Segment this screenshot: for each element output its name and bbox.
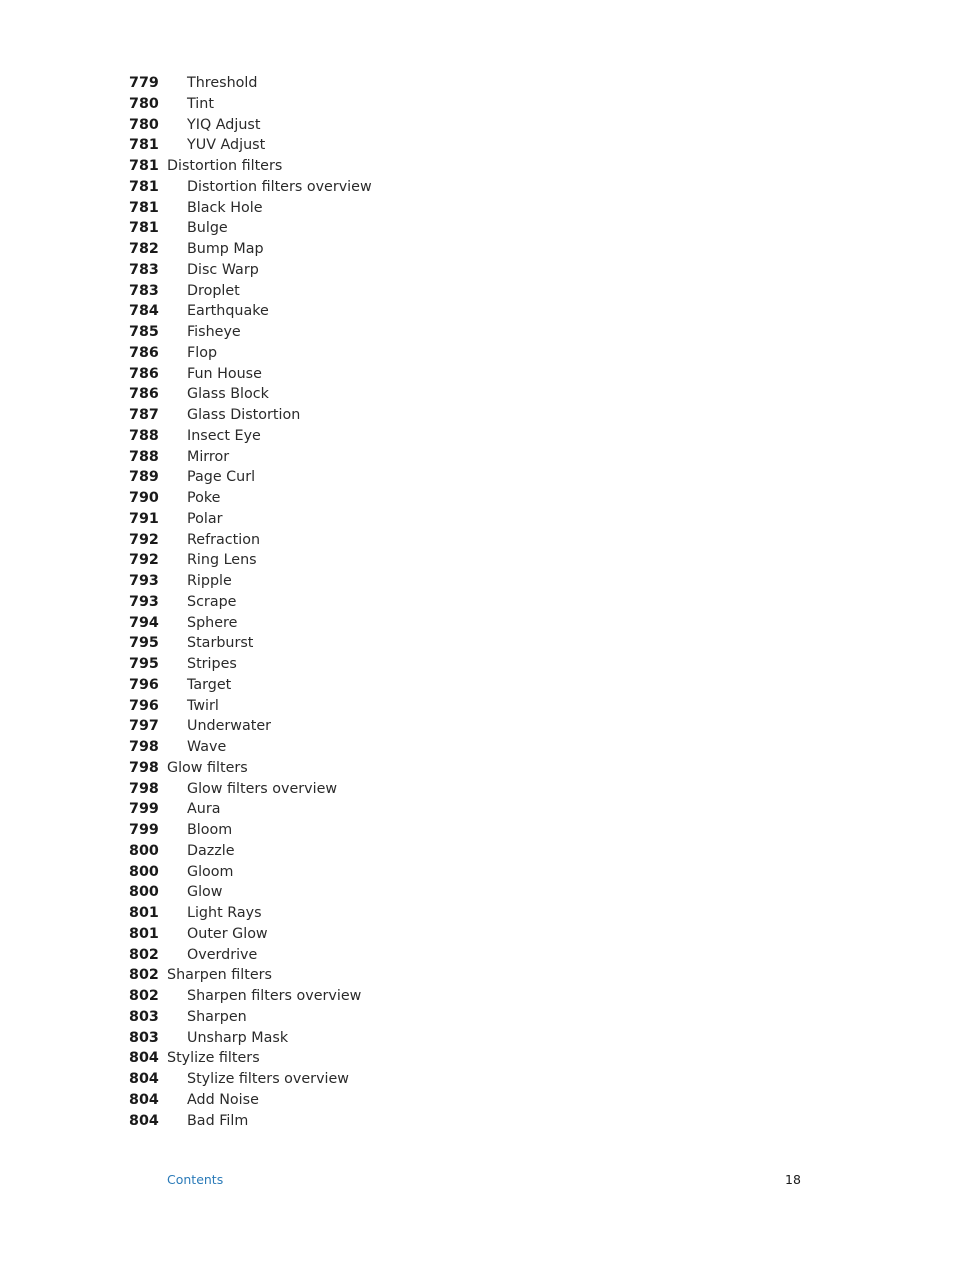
toc-page-number: 793 bbox=[129, 573, 159, 589]
toc-page-number: 804 bbox=[129, 1091, 159, 1108]
toc-entry-title[interactable]: Overdrive bbox=[187, 946, 258, 963]
toc-entry-row[interactable] bbox=[0, 115, 954, 136]
toc-page-number: 790 bbox=[129, 490, 159, 506]
toc-entry-row[interactable] bbox=[0, 281, 954, 302]
toc-entry-row[interactable] bbox=[0, 364, 954, 385]
toc-entry-title[interactable]: Refraction bbox=[187, 531, 261, 548]
toc-page-number: 788 bbox=[129, 427, 159, 444]
toc-page-number: 795 bbox=[129, 656, 159, 672]
toc-entry-title[interactable]: Tint bbox=[187, 95, 214, 112]
toc-page-number: 781 bbox=[129, 220, 159, 237]
toc-page-number: 804 bbox=[129, 1112, 159, 1129]
toc-entry-row[interactable] bbox=[0, 135, 954, 156]
toc-entry-row[interactable] bbox=[0, 218, 954, 239]
toc-entry-title[interactable]: Mirror bbox=[187, 448, 230, 465]
toc-entry-row[interactable] bbox=[0, 903, 954, 924]
toc-page-number: 793 bbox=[129, 593, 159, 610]
toc-entry-title[interactable]: Insect Eye bbox=[187, 427, 261, 444]
toc-entry-title[interactable]: Twirl bbox=[187, 697, 219, 714]
toc-entry-row[interactable] bbox=[0, 530, 954, 551]
toc-page-number: 802 bbox=[129, 967, 159, 984]
toc-section-row[interactable] bbox=[0, 965, 954, 986]
toc-entry-row[interactable] bbox=[0, 986, 954, 1007]
toc-page-number: 804 bbox=[129, 1071, 159, 1087]
toc-section-row[interactable] bbox=[0, 156, 954, 177]
toc-section-row[interactable] bbox=[0, 1048, 954, 1069]
toc-entry-row[interactable] bbox=[0, 820, 954, 841]
toc-entry-row[interactable] bbox=[0, 94, 954, 115]
toc-entry-row[interactable] bbox=[0, 467, 954, 488]
toc-entry-row[interactable] bbox=[0, 260, 954, 281]
toc-entry-row[interactable] bbox=[0, 592, 954, 613]
toc-entry-row[interactable] bbox=[0, 799, 954, 820]
toc-entry-row[interactable] bbox=[0, 654, 954, 675]
toc-section-title[interactable]: Distortion filters bbox=[167, 158, 283, 174]
toc-entry-title[interactable]: Gloom bbox=[187, 863, 234, 880]
toc-entry-title[interactable]: Disc Warp bbox=[187, 261, 259, 278]
toc-entry-row[interactable] bbox=[0, 239, 954, 260]
toc-entry-title[interactable]: Fisheye bbox=[187, 324, 241, 340]
toc-entry-title[interactable]: Sharpen bbox=[187, 1008, 247, 1025]
toc-entry-row[interactable] bbox=[0, 571, 954, 592]
toc-page-number: 783 bbox=[129, 261, 159, 278]
toc-page-number: 801 bbox=[129, 925, 159, 942]
toc-page-number: 798 bbox=[129, 780, 159, 797]
toc-page-number: 781 bbox=[129, 178, 159, 195]
toc-page-number: 804 bbox=[129, 1050, 159, 1067]
toc-page-number: 792 bbox=[129, 531, 159, 548]
table-of-contents bbox=[0, 73, 954, 1131]
toc-entry-title[interactable]: Glass Distortion bbox=[187, 407, 301, 423]
toc-entry-row[interactable] bbox=[0, 1069, 954, 1090]
toc-entry-title[interactable]: Starburst bbox=[187, 635, 254, 652]
toc-page-number: 799 bbox=[129, 822, 159, 838]
toc-page-number: 801 bbox=[129, 905, 159, 921]
toc-entry-row[interactable] bbox=[0, 613, 954, 634]
toc-page-number: 786 bbox=[129, 344, 159, 361]
toc-entry-row[interactable] bbox=[0, 924, 954, 945]
toc-entry-row[interactable] bbox=[0, 343, 954, 364]
toc-page-number: 784 bbox=[129, 303, 159, 320]
toc-entry-row[interactable] bbox=[0, 675, 954, 696]
toc-entry-title[interactable]: Ripple bbox=[187, 573, 232, 589]
toc-entry-row[interactable] bbox=[0, 1007, 954, 1028]
toc-page-number: 781 bbox=[129, 137, 159, 154]
toc-page-number: 798 bbox=[129, 759, 159, 776]
toc-entry-title[interactable]: Sharpen filters overview bbox=[187, 988, 362, 1004]
toc-page-number: 788 bbox=[129, 448, 159, 465]
toc-page-number: 787 bbox=[129, 407, 159, 423]
toc-entry-row[interactable] bbox=[0, 322, 954, 343]
toc-entry-title[interactable]: Sphere bbox=[187, 614, 238, 631]
toc-page-number: 780 bbox=[129, 116, 159, 133]
toc-entry-title[interactable]: YIQ Adjust bbox=[187, 116, 261, 133]
toc-entry-title[interactable]: Black Hole bbox=[187, 199, 263, 216]
toc-entry-title[interactable]: Polar bbox=[187, 510, 223, 527]
toc-page-number: 783 bbox=[129, 282, 159, 299]
toc-entry-title[interactable]: Bad Film bbox=[187, 1112, 249, 1129]
toc-entry-row[interactable] bbox=[0, 301, 954, 322]
toc-entry-title[interactable]: Distortion filters overview bbox=[187, 178, 372, 195]
toc-entry-title[interactable]: Aura bbox=[187, 801, 221, 818]
toc-page-number: 786 bbox=[129, 386, 159, 403]
toc-entry-row[interactable] bbox=[0, 73, 954, 94]
toc-entry-title[interactable]: Ring Lens bbox=[187, 552, 257, 569]
toc-entry-title[interactable]: Scrape bbox=[187, 593, 237, 610]
toc-entry-title[interactable]: Outer Glow bbox=[187, 925, 268, 942]
toc-page-number: 781 bbox=[129, 158, 159, 174]
toc-page-number: 797 bbox=[129, 718, 159, 735]
toc-entry-title[interactable]: Glass Block bbox=[187, 386, 269, 403]
toc-page-number: 796 bbox=[129, 676, 159, 693]
toc-entry-row[interactable] bbox=[0, 177, 954, 198]
toc-entry-title[interactable]: Wave bbox=[187, 739, 227, 755]
toc-entry-row[interactable] bbox=[0, 447, 954, 468]
toc-entry-title[interactable]: Bulge bbox=[187, 220, 228, 237]
toc-entry-title[interactable]: Earthquake bbox=[187, 303, 269, 320]
toc-entry-row[interactable] bbox=[0, 198, 954, 219]
toc-entry-title[interactable]: Light Rays bbox=[187, 905, 262, 921]
toc-entry-title[interactable]: Unsharp Mask bbox=[187, 1029, 289, 1046]
toc-page-number: 802 bbox=[129, 946, 159, 963]
toc-page-number: 803 bbox=[129, 1008, 159, 1025]
toc-entry-row[interactable] bbox=[0, 384, 954, 405]
toc-page-number: 792 bbox=[129, 552, 159, 569]
toc-page-number: 789 bbox=[129, 469, 159, 486]
toc-section-title[interactable]: Sharpen filters bbox=[167, 967, 272, 984]
toc-entry-row[interactable] bbox=[0, 779, 954, 800]
toc-entry-title[interactable]: Stripes bbox=[187, 656, 237, 672]
toc-entry-title[interactable]: YUV Adjust bbox=[187, 137, 266, 154]
toc-entry-title[interactable]: Dazzle bbox=[187, 842, 235, 859]
toc-page-number: 785 bbox=[129, 324, 159, 340]
toc-entry-row[interactable] bbox=[0, 696, 954, 717]
toc-entry-title[interactable]: Underwater bbox=[187, 718, 272, 735]
toc-page-number: 782 bbox=[129, 241, 159, 257]
toc-page-number: 779 bbox=[129, 75, 159, 91]
toc-entry-row[interactable] bbox=[0, 882, 954, 903]
toc-page-number: 800 bbox=[129, 863, 159, 880]
toc-entry-row[interactable] bbox=[0, 1028, 954, 1049]
toc-entry-title[interactable]: Page Curl bbox=[187, 469, 256, 486]
toc-entry-title[interactable]: Stylize filters overview bbox=[187, 1071, 349, 1087]
toc-entry-title[interactable]: Flop bbox=[187, 344, 218, 361]
page-number: 18 bbox=[785, 1172, 801, 1187]
toc-entry-row[interactable] bbox=[0, 716, 954, 737]
toc-page-number: 796 bbox=[129, 697, 159, 714]
toc-entry-title[interactable]: Bloom bbox=[187, 822, 233, 838]
toc-entry-row[interactable] bbox=[0, 1090, 954, 1111]
toc-entry-title[interactable]: Fun House bbox=[187, 365, 262, 382]
toc-page-number: 794 bbox=[129, 614, 159, 631]
toc-entry-row[interactable] bbox=[0, 488, 954, 509]
toc-entry-row[interactable] bbox=[0, 841, 954, 862]
toc-entry-row[interactable] bbox=[0, 1111, 954, 1132]
toc-entry-row[interactable] bbox=[0, 509, 954, 530]
toc-entry-row[interactable] bbox=[0, 862, 954, 883]
toc-entry-title[interactable]: Threshold bbox=[187, 75, 258, 91]
toc-entry-row[interactable] bbox=[0, 737, 954, 758]
toc-entry-title[interactable]: Glow bbox=[187, 884, 223, 901]
toc-entry-row[interactable] bbox=[0, 426, 954, 447]
toc-entry-row[interactable] bbox=[0, 405, 954, 426]
toc-page-number: 800 bbox=[129, 884, 159, 901]
toc-page-number: 798 bbox=[129, 739, 159, 755]
toc-section-row[interactable] bbox=[0, 758, 954, 779]
toc-page-number: 791 bbox=[129, 510, 159, 527]
toc-entry-title[interactable]: Bump Map bbox=[187, 241, 264, 257]
toc-page-number: 803 bbox=[129, 1029, 159, 1046]
toc-page-number: 795 bbox=[129, 635, 159, 652]
toc-entry-title[interactable]: Poke bbox=[187, 490, 221, 506]
toc-entry-title[interactable]: Droplet bbox=[187, 282, 240, 299]
toc-page-number: 800 bbox=[129, 842, 159, 859]
toc-section-title[interactable]: Glow filters bbox=[167, 759, 248, 776]
toc-entry-row[interactable] bbox=[0, 550, 954, 571]
toc-entry-title[interactable]: Add Noise bbox=[187, 1091, 259, 1108]
toc-entry-row[interactable] bbox=[0, 945, 954, 966]
toc-page-number: 786 bbox=[129, 365, 159, 382]
contents-link[interactable]: Contents bbox=[167, 1172, 224, 1187]
toc-page-number: 781 bbox=[129, 199, 159, 216]
toc-entry-title[interactable]: Glow filters overview bbox=[187, 780, 338, 797]
toc-section-title[interactable]: Stylize filters bbox=[167, 1050, 260, 1067]
toc-page-number: 780 bbox=[129, 95, 159, 112]
toc-entry-title[interactable]: Target bbox=[187, 676, 232, 693]
toc-page-number: 802 bbox=[129, 988, 159, 1004]
toc-page-number: 799 bbox=[129, 801, 159, 818]
toc-entry-row[interactable] bbox=[0, 633, 954, 654]
